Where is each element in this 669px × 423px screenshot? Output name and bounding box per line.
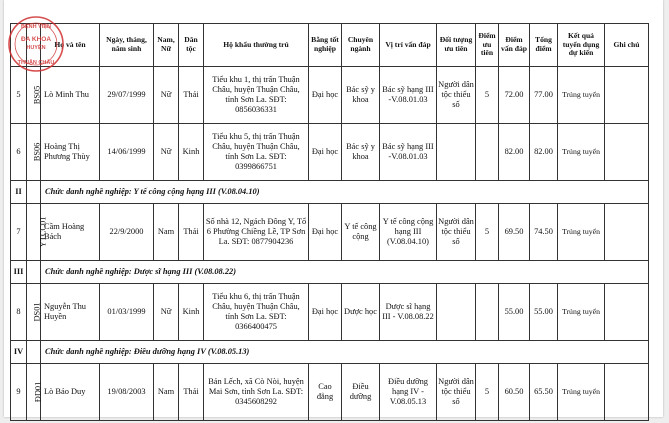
cell-name: Hoàng Thị Phương Thùy: [41, 124, 100, 181]
cell-stt: 9: [11, 364, 27, 421]
section-number: IV: [11, 341, 27, 364]
cell-priority: [437, 124, 476, 181]
cell-degree: Đại học: [309, 284, 342, 341]
cell-major: Y tế công cộng: [342, 204, 380, 261]
cell-major: Bác sỹ y khoa: [342, 124, 380, 181]
cell-total: 74.50: [530, 204, 558, 261]
candidate-results-table: [10, 23, 649, 421]
header-major: Chuyên ngành: [342, 24, 380, 67]
cell-major: Điều dưỡng: [342, 364, 380, 421]
header-dob: Ngày, tháng, năm sinh: [100, 24, 154, 67]
cell-dob: 14/06/1999: [100, 124, 154, 181]
cell-address: Tiểu khu 6, thị trấn Thuận Châu, huyện Thuận Châu, tỉnh Sơn La. SĐT: 0366400475: [204, 284, 309, 341]
header-sex: Nam, Nữ: [154, 24, 179, 67]
cell-priority: Người dân tộc thiểu số: [437, 364, 476, 421]
header-name: Họ và tên: [41, 24, 100, 67]
section-number: III: [11, 261, 27, 284]
cell-sex: Nam: [154, 204, 179, 261]
header-interview-score: Điểm vấn đáp: [499, 24, 530, 67]
section-spacer: [27, 181, 41, 204]
cell-degree: Đại học: [309, 67, 342, 124]
cell-note: [605, 364, 649, 421]
table-row: [11, 124, 649, 181]
section-spacer: [27, 261, 41, 284]
cell-code: ĐD01: [27, 364, 41, 421]
cell-stt: 7: [11, 204, 27, 261]
stamp-mid-text: ĐA KHOA: [20, 36, 52, 43]
cell-address: Tiểu khu 5, thị trấn Thuận Châu, huyện Thuận Châu, tỉnh Sơn La. SĐT: 0399866751: [204, 124, 309, 181]
cell-priority-points: 5: [476, 364, 499, 421]
cell-stt: 8: [11, 284, 27, 341]
header-position: Vị trí vấn đáp: [380, 24, 437, 67]
section-title: Chức danh nghề nghiệp: Y tế công cộng hạng III (V.08.04.10): [41, 181, 649, 204]
table-row: [11, 204, 649, 261]
cell-note: [605, 284, 649, 341]
stamp-bottom-text: THUẬN CHÂU: [17, 60, 55, 66]
header-total: Tổng điểm: [530, 24, 558, 67]
cell-code: DS01: [27, 284, 41, 341]
cell-note: [605, 67, 649, 124]
cell-sex: Nữ: [154, 124, 179, 181]
cell-address: Số nhà 12, Ngách Đông Y, Tổ 6 Phường Chiềng Lề, TP Sơn La. SĐT: 0877904236: [204, 204, 309, 261]
section-row: [11, 261, 649, 284]
cell-priority: [437, 284, 476, 341]
cell-stt: 6: [11, 124, 27, 181]
cell-result: Trúng tuyển: [558, 67, 605, 124]
cell-interview-score: 55.00: [499, 284, 530, 341]
cell-interview-score: 82.00: [499, 124, 530, 181]
cell-note: [605, 124, 649, 181]
cell-interview-score: 60.50: [499, 364, 530, 421]
cell-total: 77.00: [530, 67, 558, 124]
cell-sex: Nam: [154, 364, 179, 421]
cell-dob: 29/07/1999: [100, 67, 154, 124]
cell-priority: Người dân tộc thiểu số: [437, 67, 476, 124]
section-row: [11, 181, 649, 204]
cell-total: 55.00: [530, 284, 558, 341]
header-code: [27, 24, 41, 67]
cell-result: Trúng tuyển: [558, 124, 605, 181]
cell-position: Điều dưỡng hạng IV - V.08.05.13: [380, 364, 437, 421]
cell-code: YTCC01: [27, 204, 41, 261]
header-priority-points: Điểm ưu tiên: [476, 24, 499, 67]
header-degree: Bằng tốt nghiệp: [309, 24, 342, 67]
cell-ethnicity: Thái: [179, 67, 204, 124]
stamp-top-text: BỆNH VIỆN: [21, 24, 51, 30]
cell-position: Dược sĩ hạng III - V.08.08.22: [380, 284, 437, 341]
cell-ethnicity: Thái: [179, 364, 204, 421]
cell-priority-points: 5: [476, 204, 499, 261]
cell-priority: Người dân tộc thiểu số: [437, 204, 476, 261]
cell-position: Bác sỹ hạng III -V.08.01.03: [380, 67, 437, 124]
header-row: [11, 24, 649, 67]
cell-dob: 22/9/2000: [100, 204, 154, 261]
cell-priority-points: [476, 284, 499, 341]
cell-degree: Cao đẳng: [309, 364, 342, 421]
header-priority: Đối tượng ưu tiên: [437, 24, 476, 67]
cell-result: Trúng tuyển: [558, 204, 605, 261]
cell-name: Lò Minh Thu: [41, 67, 100, 124]
cell-ethnicity: Kinh: [179, 124, 204, 181]
header-ethnicity: Dân tộc: [179, 24, 204, 67]
cell-result: Trúng tuyển: [558, 284, 605, 341]
header-result: Kết quả tuyển dụng dự kiến: [558, 24, 605, 67]
cell-name: Cầm Hoàng Bách: [41, 204, 100, 261]
cell-result: Trúng tuyển: [558, 364, 605, 421]
cell-interview-score: 69.50: [499, 204, 530, 261]
document-page: [4, 0, 663, 417]
cell-ethnicity: Kinh: [179, 284, 204, 341]
cell-major: Bác sỹ y khoa: [342, 67, 380, 124]
table-row: [11, 364, 649, 421]
cell-code: BS06: [27, 124, 41, 181]
header-note: Ghi chú: [605, 24, 649, 67]
cell-interview-score: 72.00: [499, 67, 530, 124]
cell-dob: 01/03/1999: [100, 284, 154, 341]
cell-degree: Đại học: [309, 124, 342, 181]
cell-dob: 19/08/2003: [100, 364, 154, 421]
cell-stt: 5: [11, 67, 27, 124]
cell-total: 65.50: [530, 364, 558, 421]
cell-total: 82.00: [530, 124, 558, 181]
table-row: [11, 67, 649, 124]
section-spacer: [27, 341, 41, 364]
header-stt: [11, 24, 27, 67]
header-address: Hộ khẩu thường trú: [204, 24, 309, 67]
cell-position: Bác sỹ hạng III -V.08.01.03: [380, 124, 437, 181]
stamp-line3-text: HUYỆN: [26, 45, 46, 51]
section-title: Chức danh nghề nghiệp: Điều dưỡng hạng IV (V.08.05.13): [41, 341, 649, 364]
cell-position: Y tế công cộng hạng III (V.08.04.10): [380, 204, 437, 261]
section-number: II: [11, 181, 27, 204]
section-title: Chức danh nghề nghiệp: Dược sĩ hạng III (V.08.08.22): [41, 261, 649, 284]
cell-degree: Đại học: [309, 204, 342, 261]
table-row: [11, 284, 649, 341]
cell-sex: Nữ: [154, 284, 179, 341]
cell-note: [605, 204, 649, 261]
section-row: [11, 341, 649, 364]
cell-name: Lò Bảo Duy: [41, 364, 100, 421]
cell-name: Nguyễn Thu Huyền: [41, 284, 100, 341]
cell-major: Dược học: [342, 284, 380, 341]
cell-address: Tiểu khu 1, thị trấn Thuận Châu, huyện Thuận Châu, tỉnh Sơn La. SĐT: 0856036331: [204, 67, 309, 124]
cell-sex: Nữ: [154, 67, 179, 124]
cell-priority-points: [476, 124, 499, 181]
cell-address: Bản Lếch, xã Cò Nòi, huyện Mai Sơn, tỉnh Sơn La. SĐT: 0345608292: [204, 364, 309, 421]
cell-ethnicity: Thái: [179, 204, 204, 261]
cell-priority-points: 5: [476, 67, 499, 124]
cell-code: BS05: [27, 67, 41, 124]
